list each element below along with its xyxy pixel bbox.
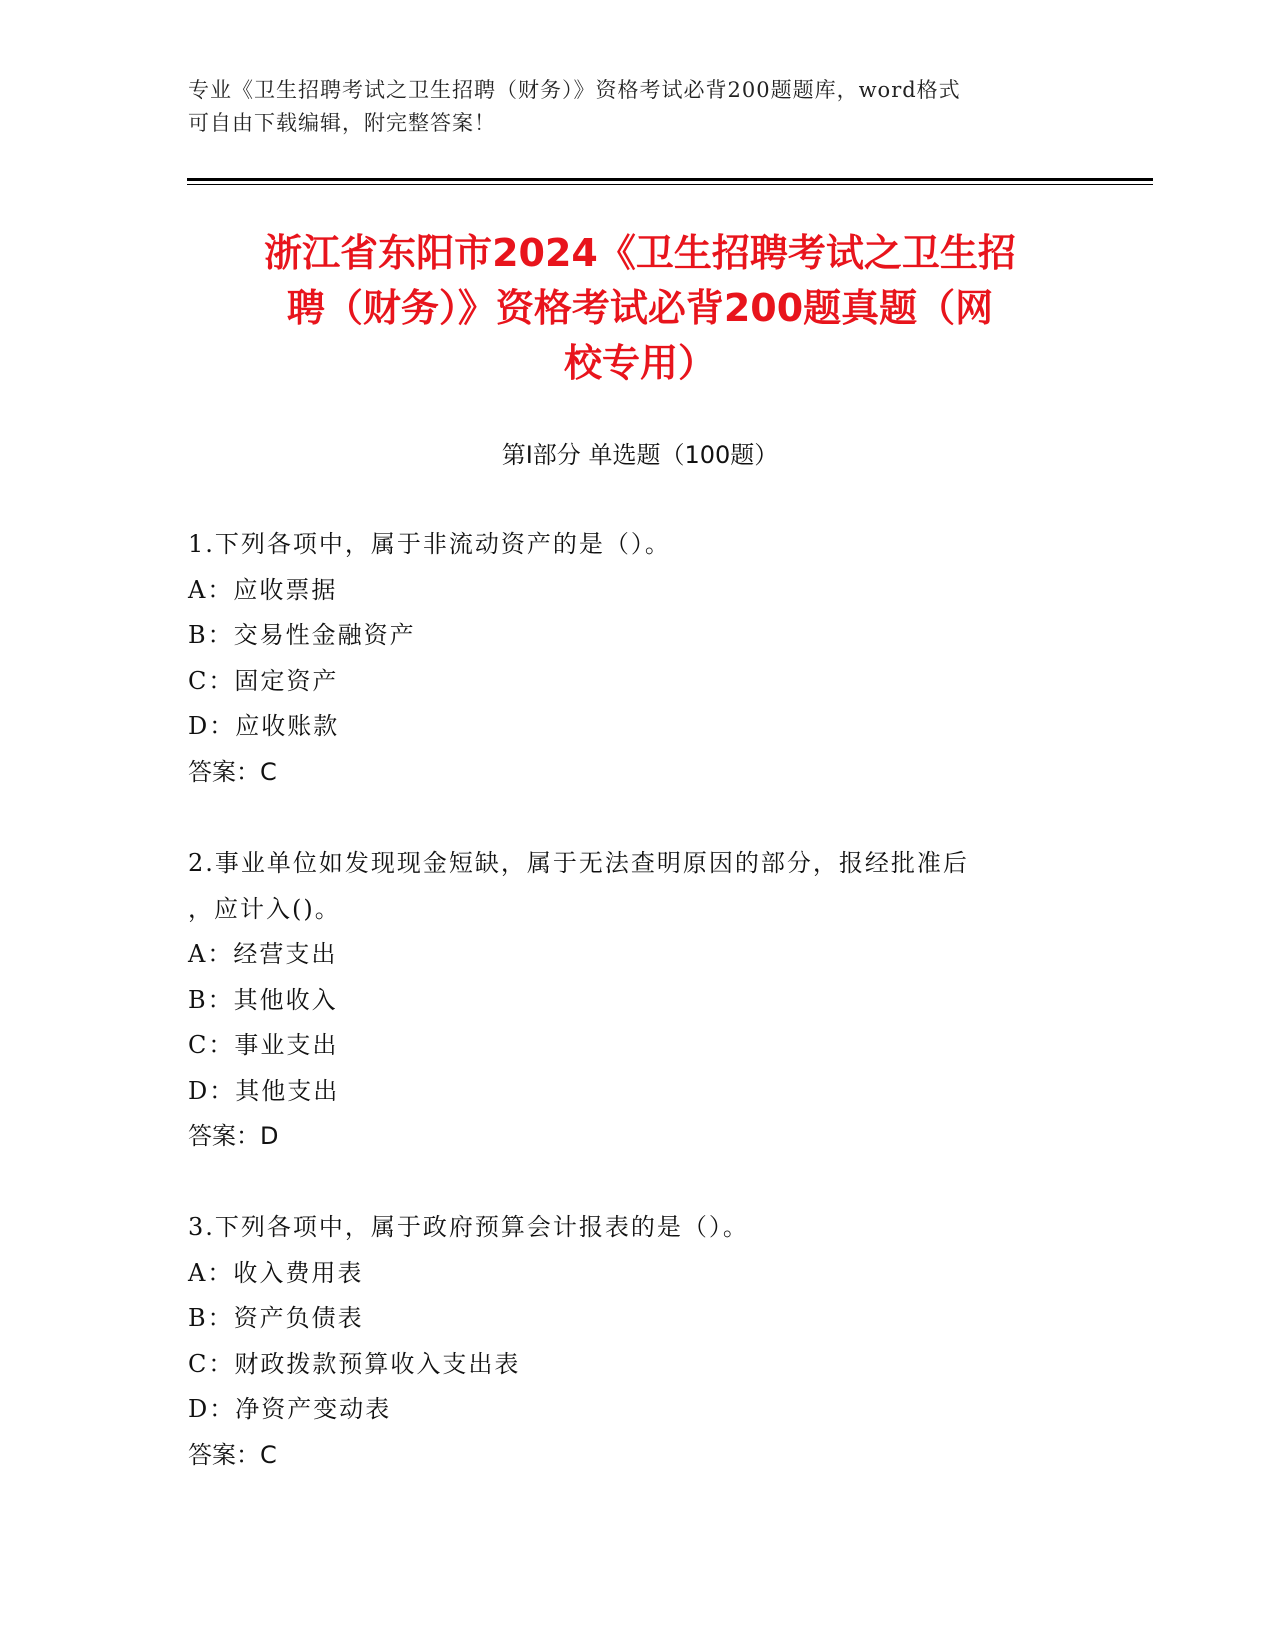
option-b: B：资产负债表: [188, 1304, 364, 1332]
question-stem-continued: ，应计入()。: [188, 894, 341, 923]
question-stem: 2.事业单位如发现现金短缺，属于无法查明原因的部分，报经批准后: [188, 849, 969, 877]
option-b: B：其他收入: [188, 985, 338, 1014]
section-title: 第Ⅰ部分 单选题（100题）: [501, 441, 779, 469]
answer: 答案：C: [188, 1440, 277, 1469]
header-divider-thick: [187, 178, 1153, 181]
option-a: A：经营支出: [188, 940, 338, 968]
option-c: C：固定资产: [188, 666, 339, 695]
option-d: D：其他支出: [188, 1076, 340, 1105]
question-block: [188, 1205, 1068, 1478]
option-c: C：事业支出: [188, 1031, 339, 1059]
option-c: C：财政拨款预算收入支出表: [188, 1349, 521, 1378]
question-block: [188, 522, 1068, 795]
option-b: B：交易性金融资产: [188, 621, 416, 649]
option-d: D：应收账款: [188, 712, 340, 740]
header-note-line: 专业《卫生招聘考试之卫生招聘（财务）》资格考试必背200题题库，word格式: [188, 78, 961, 102]
document-title: [180, 226, 1100, 391]
answer: 答案：C: [188, 757, 277, 786]
header-note-line: 可自由下载编辑，附完整答案！: [188, 111, 496, 135]
document-title-line: 校专用）: [563, 341, 716, 385]
question-stem: 3.下列各项中，属于政府预算会计报表的是（）。: [188, 1213, 749, 1241]
option-a: A：应收票据: [188, 575, 338, 604]
document-title-line: 浙江省东阳市2024《卫生招聘考试之卫生招: [264, 231, 1016, 275]
question-block: [188, 841, 1068, 1160]
option-a: A：收入费用表: [188, 1258, 364, 1287]
answer: 答案：D: [188, 1122, 279, 1150]
header-divider-thin: [187, 184, 1153, 185]
question-stem: 1.下列各项中，属于非流动资产的是（）。: [188, 530, 671, 558]
header-note: [188, 74, 1068, 140]
option-d: D：净资产变动表: [188, 1395, 392, 1423]
document-title-line: 聘（财务）》资格考试必背200题真题（网: [286, 286, 994, 330]
